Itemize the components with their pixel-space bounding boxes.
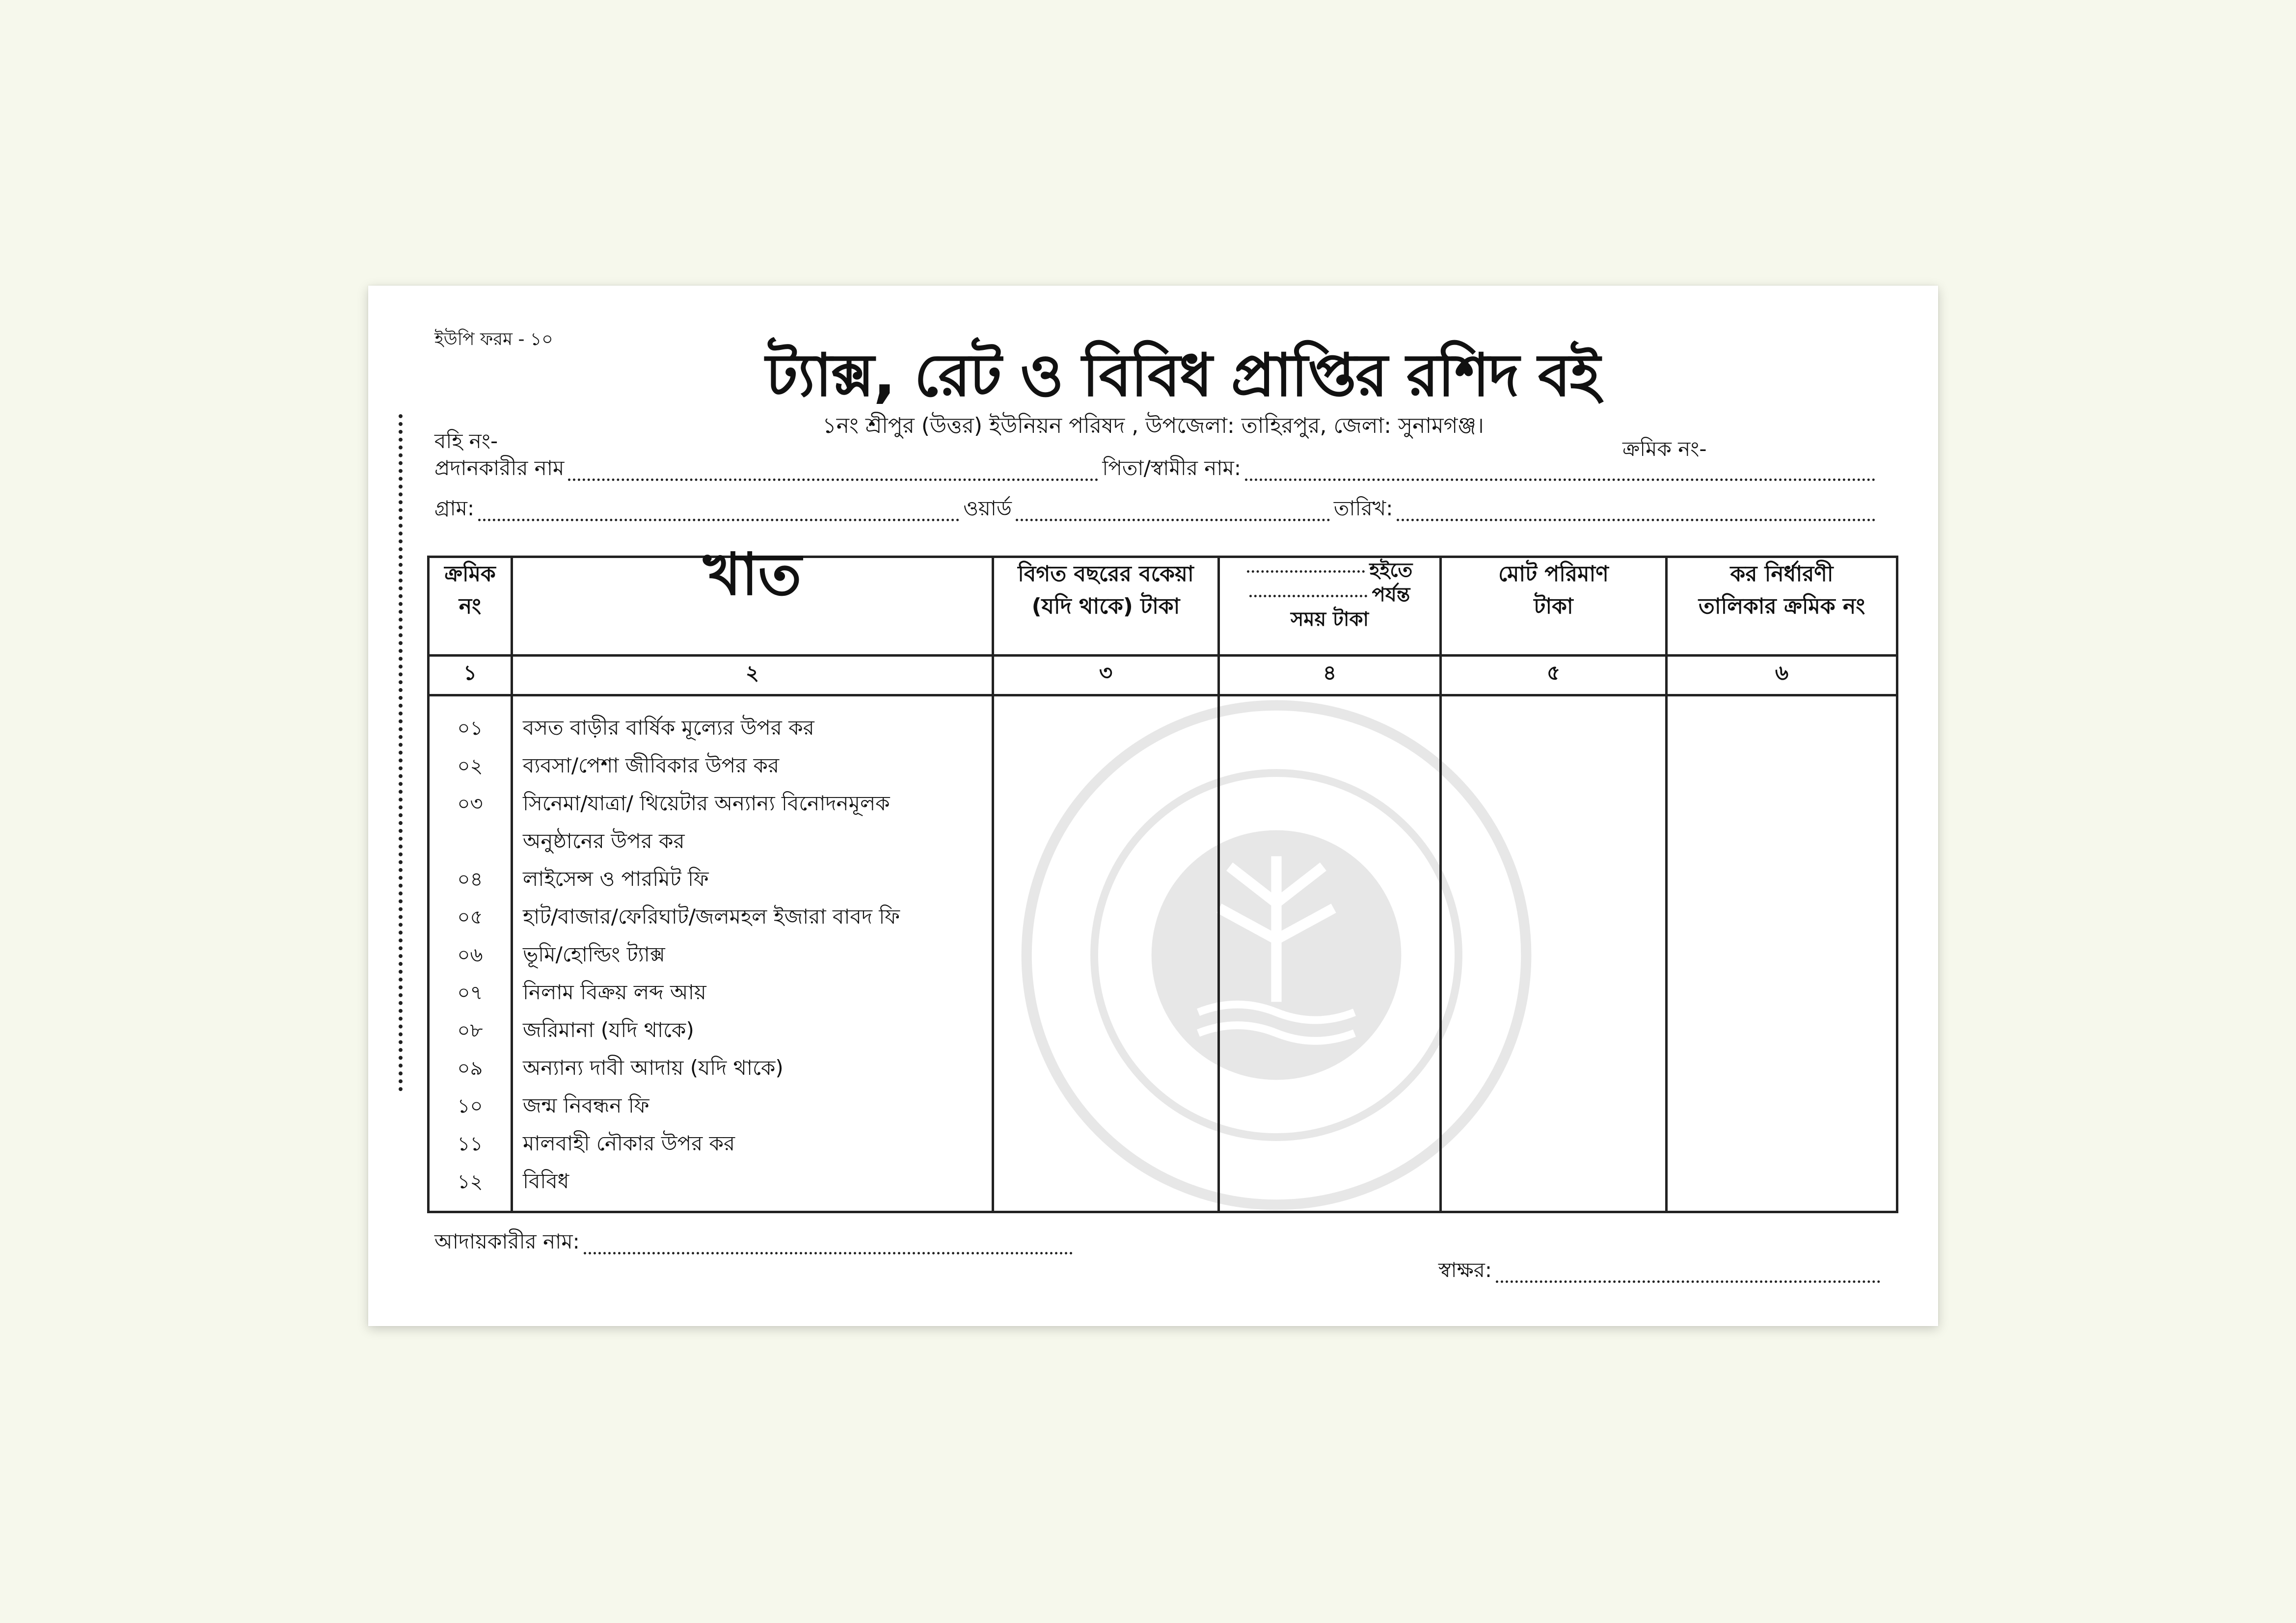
list-item <box>513 1012 992 1050</box>
column-number: ৪ <box>1219 656 1441 695</box>
header-period-from-line <box>1220 558 1439 583</box>
item-text: সিনেমা/যাত্রা/ থিয়েটার অন্যান্য বিনোদনমূলক <box>523 791 890 815</box>
address-row <box>434 496 1875 527</box>
payer-row <box>434 456 1875 487</box>
list-item <box>513 899 992 937</box>
form-number: ইউপি ফরম - ১০ <box>434 329 553 349</box>
header-period-to-line <box>1220 583 1439 607</box>
khat-column <box>512 695 993 1212</box>
father-husband-field[interactable] <box>1245 479 1875 481</box>
date-label: তারিখ: <box>1333 496 1393 520</box>
item-serial: ১০ <box>457 1095 483 1117</box>
item-text: লাইসেন্স ও পারমিট ফি <box>523 867 709 891</box>
serial-number-label: ক্রমিক নং- <box>1622 437 1707 461</box>
item-text: অন্যান্য দাবী আদায় (যদি থাকে) <box>523 1056 783 1080</box>
book-number-label: বহি নং- <box>434 429 498 453</box>
header-total-line1: মোট পরিমাণ <box>1498 561 1609 586</box>
collector-name-label: আদায়কারীর নাম: <box>434 1229 580 1253</box>
item-text: অনুষ্ঠানের উপর কর <box>523 829 685 853</box>
assessment-serial-input-cell[interactable] <box>1667 695 1897 1212</box>
item-serial: ০১ <box>457 717 483 740</box>
item-serial: ০৭ <box>457 982 483 1004</box>
list-item <box>513 824 992 861</box>
item-text: বসত বাড়ীর বার্ষিক মূল্যের উপর কর <box>523 716 814 740</box>
total-amount-input-cell[interactable] <box>1441 695 1667 1212</box>
header-period-from: হইতে <box>1369 559 1413 582</box>
list-item <box>513 861 992 899</box>
item-serial: ০৮ <box>457 1019 483 1042</box>
payer-name-label: প্রদানকারীর নাম <box>434 456 565 480</box>
payer-name-field[interactable] <box>568 479 1098 481</box>
ward-label: ওয়ার্ড <box>963 496 1012 520</box>
date-field[interactable] <box>1397 519 1875 521</box>
item-text: জরিমানা (যদি থাকে) <box>523 1018 694 1042</box>
list-item <box>513 748 992 786</box>
collector-row <box>434 1229 1073 1260</box>
signature-label: স্বাক্ষর: <box>1438 1258 1492 1282</box>
column-number: ৬ <box>1667 656 1897 695</box>
item-serial <box>430 824 511 861</box>
serial-column <box>429 695 512 1212</box>
header-arrears <box>993 557 1219 656</box>
column-number: ২ <box>512 656 993 695</box>
list-item <box>513 975 992 1012</box>
item-serial: ০২ <box>457 755 483 777</box>
form-title: ট্যাক্স, রেট ও বিবিধ প্রাপ্তির রশিদ বই <box>765 342 1600 410</box>
signature-field[interactable] <box>1496 1280 1880 1283</box>
village-label: গ্রাম: <box>434 496 475 520</box>
ward-field[interactable] <box>1016 519 1330 521</box>
item-text: বিবিধ <box>523 1169 569 1193</box>
item-text: জন্ম নিবন্ধন ফি <box>523 1093 649 1117</box>
father-husband-label: পিতা/স্বামীর নাম: <box>1102 456 1241 480</box>
arrears-input-cell[interactable] <box>993 695 1219 1212</box>
header-total <box>1441 557 1667 656</box>
header-period <box>1219 557 1441 656</box>
list-item <box>513 1126 992 1164</box>
header-assessment-line2: তালিকার ক্রমিক নং <box>1698 594 1865 619</box>
list-item <box>513 1050 992 1088</box>
table-header-row <box>429 557 1897 656</box>
column-number: ৫ <box>1441 656 1667 695</box>
item-serial: ০৯ <box>457 1057 483 1080</box>
item-text: মালবাহী নৌকার উপর কর <box>523 1131 735 1155</box>
receipt-form-page <box>368 286 1938 1326</box>
header-arrears-line1: বিগত বছরের বকেয়া <box>1018 561 1194 586</box>
item-serial: ০৪ <box>457 868 483 891</box>
header-period-to: পর্যন্ত <box>1372 584 1410 606</box>
header-serial-line1: ক্রমিক <box>444 561 496 586</box>
column-number: ১ <box>429 656 512 695</box>
list-item <box>513 1164 992 1201</box>
header-assessment-line1: কর নির্ধারণী <box>1730 561 1834 586</box>
item-serial: ১১ <box>457 1133 483 1155</box>
header-arrears-line2: (যদি থাকে) টাকা <box>1031 594 1180 619</box>
item-text: হাট/বাজার/ফেরিঘাট/জলমহল ইজারা বাবদ ফি <box>523 905 900 929</box>
item-text: নিলাম বিক্রয় লব্দ আয় <box>523 980 706 1004</box>
union-address: ১নং শ্রীপুর (উত্তর) ইউনিয়ন পরিষদ , উপজেলা: তাহিরপুর, জেলা: সুনামগঞ্জ। <box>822 413 1484 438</box>
item-serial: ১২ <box>457 1171 483 1193</box>
collector-name-field[interactable] <box>584 1252 1073 1254</box>
item-text: ভূমি/হোল্ডিং ট্যাক্স <box>523 942 665 966</box>
item-serial: ০৩ <box>457 793 483 815</box>
column-number: ৩ <box>993 656 1219 695</box>
header-period-amount: সময় টাকা <box>1290 608 1369 631</box>
tax-table-wrapper <box>427 540 1896 1213</box>
item-text: ব্যবসা/পেশা জীবিকার উপর কর <box>523 753 780 777</box>
header-serial-line2: নং <box>459 594 482 619</box>
village-field[interactable] <box>478 519 959 521</box>
perforation-line <box>399 414 403 1091</box>
list-item <box>513 1088 992 1126</box>
column-number-row <box>429 656 1897 695</box>
list-item <box>513 710 992 748</box>
header-serial <box>429 557 512 656</box>
list-item <box>513 786 992 824</box>
signature-row <box>1438 1258 1880 1289</box>
header-assessment <box>1667 557 1897 656</box>
header-total-line2: টাকা <box>1534 594 1573 619</box>
item-serial: ০৬ <box>457 944 483 966</box>
header-khat: খাত <box>512 557 993 656</box>
list-item <box>513 937 992 975</box>
item-serial: ০৫ <box>457 906 483 929</box>
tax-receipt-table <box>427 540 1898 1213</box>
period-amount-input-cell[interactable] <box>1219 695 1441 1212</box>
items-body-row <box>429 695 1897 1212</box>
